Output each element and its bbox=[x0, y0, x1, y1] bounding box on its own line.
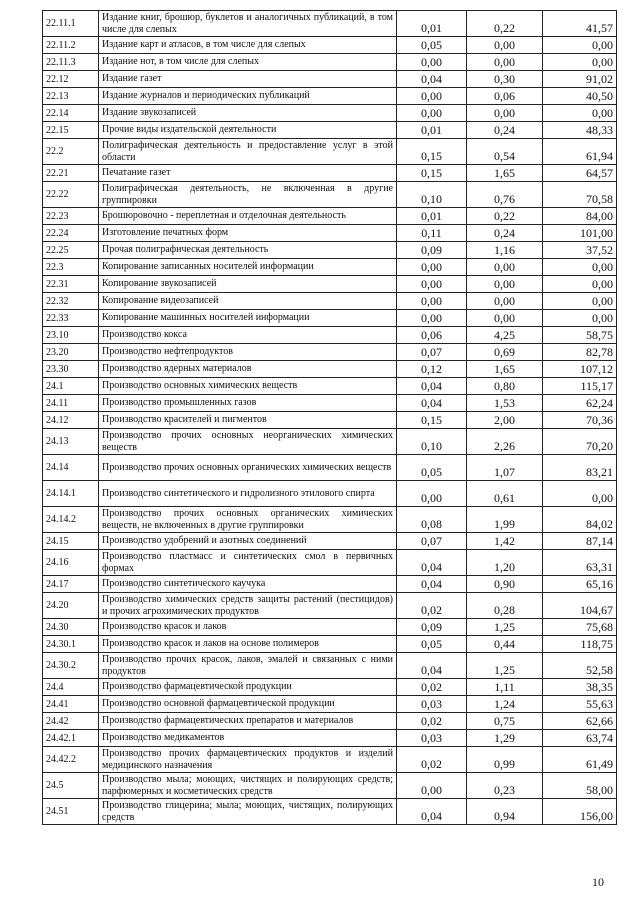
cell-code: 22.13 bbox=[43, 88, 99, 105]
cell-code: 22.25 bbox=[43, 242, 99, 259]
cell-code: 24.41 bbox=[43, 696, 99, 713]
cell-v3: 58,00 bbox=[543, 773, 617, 799]
table-row bbox=[43, 429, 617, 455]
table-row bbox=[43, 412, 617, 429]
cell-code: 22.2 bbox=[43, 139, 99, 165]
cell-code: 24.42.2 bbox=[43, 747, 99, 773]
cell-v2: 0,76 bbox=[467, 182, 543, 208]
cell-v3: 87,14 bbox=[543, 533, 617, 550]
cell-v1: 0,04 bbox=[397, 653, 467, 679]
cell-v1: 0,15 bbox=[397, 165, 467, 182]
table-row bbox=[43, 747, 617, 773]
cell-v3: 101,00 bbox=[543, 225, 617, 242]
cell-name: Производство медикаментов bbox=[99, 730, 397, 747]
cell-code: 23.20 bbox=[43, 344, 99, 361]
cell-v1: 0,04 bbox=[397, 576, 467, 593]
table-row bbox=[43, 165, 617, 182]
cell-name: Полиграфическая деятельность и предоставление услуг в этой области bbox=[99, 139, 397, 165]
cell-v1: 0,11 bbox=[397, 225, 467, 242]
table-row bbox=[43, 696, 617, 713]
cell-v1: 0,02 bbox=[397, 593, 467, 619]
cell-v3: 75,68 bbox=[543, 619, 617, 636]
cell-v3: 0,00 bbox=[543, 259, 617, 276]
cell-v1: 0,04 bbox=[397, 550, 467, 576]
cell-v2: 2,00 bbox=[467, 412, 543, 429]
cell-v2: 1,29 bbox=[467, 730, 543, 747]
cell-code: 24.11 bbox=[43, 395, 99, 412]
cell-v1: 0,06 bbox=[397, 327, 467, 344]
cell-v3: 0,00 bbox=[543, 54, 617, 71]
cell-v1: 0,00 bbox=[397, 293, 467, 310]
cell-v2: 1,11 bbox=[467, 679, 543, 696]
cell-v2: 0,00 bbox=[467, 259, 543, 276]
cell-v3: 62,24 bbox=[543, 395, 617, 412]
cell-v2: 0,00 bbox=[467, 37, 543, 54]
cell-v2: 1,53 bbox=[467, 395, 543, 412]
cell-name: Производство фармацевтической продукции bbox=[99, 679, 397, 696]
cell-v1: 0,00 bbox=[397, 481, 467, 507]
cell-name: Производство нефтепродуктов bbox=[99, 344, 397, 361]
cell-v3: 0,00 bbox=[543, 481, 617, 507]
cell-v2: 1,65 bbox=[467, 361, 543, 378]
cell-code: 24.20 bbox=[43, 593, 99, 619]
cell-v1: 0,05 bbox=[397, 636, 467, 653]
cell-name: Производство промышленных газов bbox=[99, 395, 397, 412]
cell-v2: 2,26 bbox=[467, 429, 543, 455]
cell-v2: 0,61 bbox=[467, 481, 543, 507]
table-row bbox=[43, 11, 617, 37]
cell-name: Производство красок и лаков bbox=[99, 619, 397, 636]
cell-code: 24.12 bbox=[43, 412, 99, 429]
table-row bbox=[43, 105, 617, 122]
cell-v3: 82,78 bbox=[543, 344, 617, 361]
cell-name: Прочие виды издательской деятельности bbox=[99, 122, 397, 139]
cell-v1: 0,09 bbox=[397, 242, 467, 259]
cell-code: 24.13 bbox=[43, 429, 99, 455]
cell-v3: 84,00 bbox=[543, 208, 617, 225]
activity-table bbox=[42, 10, 617, 825]
cell-v2: 0,94 bbox=[467, 799, 543, 825]
cell-v2: 1,99 bbox=[467, 507, 543, 533]
table-row bbox=[43, 37, 617, 54]
cell-v1: 0,08 bbox=[397, 507, 467, 533]
table-row bbox=[43, 533, 617, 550]
cell-name: Производство прочих фармацевтических продуктов и изделий медицинского назначения bbox=[99, 747, 397, 773]
table-row bbox=[43, 242, 617, 259]
cell-v3: 52,58 bbox=[543, 653, 617, 679]
table-row bbox=[43, 730, 617, 747]
cell-v1: 0,12 bbox=[397, 361, 467, 378]
cell-v3: 61,94 bbox=[543, 139, 617, 165]
cell-v2: 1,07 bbox=[467, 455, 543, 481]
cell-v1: 0,00 bbox=[397, 259, 467, 276]
cell-v2: 1,42 bbox=[467, 533, 543, 550]
cell-v1: 0,00 bbox=[397, 773, 467, 799]
cell-name: Копирование видеозаписей bbox=[99, 293, 397, 310]
cell-v2: 0,30 bbox=[467, 71, 543, 88]
cell-v1: 0,02 bbox=[397, 747, 467, 773]
table-row bbox=[43, 619, 617, 636]
cell-v2: 1,20 bbox=[467, 550, 543, 576]
cell-code: 22.15 bbox=[43, 122, 99, 139]
cell-v1: 0,07 bbox=[397, 533, 467, 550]
cell-code: 24.4 bbox=[43, 679, 99, 696]
cell-v1: 0,03 bbox=[397, 696, 467, 713]
table-row bbox=[43, 636, 617, 653]
cell-v2: 0,24 bbox=[467, 122, 543, 139]
cell-v2: 0,90 bbox=[467, 576, 543, 593]
cell-v3: 70,36 bbox=[543, 412, 617, 429]
cell-v2: 1,24 bbox=[467, 696, 543, 713]
cell-code: 24.15 bbox=[43, 533, 99, 550]
cell-name: Производство прочих основных органических химических веществ, не включенных в другие группировки bbox=[99, 507, 397, 533]
cell-name: Производство химических средств защиты растений (пестицидов) и прочих агрохимических продуктов bbox=[99, 593, 397, 619]
cell-v2: 0,69 bbox=[467, 344, 543, 361]
cell-v3: 0,00 bbox=[543, 37, 617, 54]
cell-v1: 0,00 bbox=[397, 310, 467, 327]
table-row bbox=[43, 182, 617, 208]
cell-code: 24.42 bbox=[43, 713, 99, 730]
cell-name: Производство прочих красок, лаков, эмалей и связанных с ними продуктов bbox=[99, 653, 397, 679]
cell-v1: 0,04 bbox=[397, 395, 467, 412]
cell-v1: 0,10 bbox=[397, 429, 467, 455]
cell-v1: 0,00 bbox=[397, 105, 467, 122]
table-row bbox=[43, 293, 617, 310]
cell-v3: 64,57 bbox=[543, 165, 617, 182]
table-row bbox=[43, 773, 617, 799]
cell-name: Копирование записанных носителей информации bbox=[99, 259, 397, 276]
cell-v1: 0,01 bbox=[397, 122, 467, 139]
cell-v2: 0,00 bbox=[467, 293, 543, 310]
table-row bbox=[43, 276, 617, 293]
cell-name: Изготовление печатных форм bbox=[99, 225, 397, 242]
table-row bbox=[43, 225, 617, 242]
cell-v3: 41,57 bbox=[543, 11, 617, 37]
cell-v2: 1,25 bbox=[467, 619, 543, 636]
table-row bbox=[43, 208, 617, 225]
cell-v2: 0,54 bbox=[467, 139, 543, 165]
cell-v3: 91,02 bbox=[543, 71, 617, 88]
cell-name: Издание звукозаписей bbox=[99, 105, 397, 122]
table-row bbox=[43, 327, 617, 344]
cell-v2: 0,00 bbox=[467, 54, 543, 71]
cell-code: 24.14 bbox=[43, 455, 99, 481]
cell-code: 24.30.1 bbox=[43, 636, 99, 653]
cell-v2: 0,00 bbox=[467, 310, 543, 327]
cell-v2: 0,22 bbox=[467, 208, 543, 225]
cell-v2: 0,44 bbox=[467, 636, 543, 653]
cell-code: 24.30 bbox=[43, 619, 99, 636]
cell-code: 22.11.3 bbox=[43, 54, 99, 71]
cell-v3: 65,16 bbox=[543, 576, 617, 593]
cell-v1: 0,07 bbox=[397, 344, 467, 361]
cell-v1: 0,01 bbox=[397, 11, 467, 37]
cell-code: 24.51 bbox=[43, 799, 99, 825]
cell-code: 22.24 bbox=[43, 225, 99, 242]
cell-code: 22.11.2 bbox=[43, 37, 99, 54]
cell-name: Производство прочих основных неорганических химических веществ bbox=[99, 429, 397, 455]
cell-code: 24.42.1 bbox=[43, 730, 99, 747]
cell-name: Издание книг, брошюр, буклетов и аналогичных публикаций, в том числе для слепых bbox=[99, 11, 397, 37]
cell-v1: 0,00 bbox=[397, 276, 467, 293]
table-row bbox=[43, 653, 617, 679]
table-row bbox=[43, 310, 617, 327]
cell-v2: 1,16 bbox=[467, 242, 543, 259]
cell-code: 22.14 bbox=[43, 105, 99, 122]
cell-v2: 0,22 bbox=[467, 11, 543, 37]
cell-name: Производство удобрений и азотных соединений bbox=[99, 533, 397, 550]
cell-v1: 0,05 bbox=[397, 455, 467, 481]
cell-name: Производство основной фармацевтической продукции bbox=[99, 696, 397, 713]
cell-code: 22.12 bbox=[43, 71, 99, 88]
cell-v3: 107,12 bbox=[543, 361, 617, 378]
cell-v3: 115,17 bbox=[543, 378, 617, 395]
table-row bbox=[43, 378, 617, 395]
cell-v1: 0,02 bbox=[397, 679, 467, 696]
cell-name: Производство фармацевтических препаратов и материалов bbox=[99, 713, 397, 730]
table-row bbox=[43, 88, 617, 105]
cell-v3: 48,33 bbox=[543, 122, 617, 139]
cell-code: 22.32 bbox=[43, 293, 99, 310]
cell-v3: 104,67 bbox=[543, 593, 617, 619]
cell-name: Производство красок и лаков на основе полимеров bbox=[99, 636, 397, 653]
cell-v2: 0,99 bbox=[467, 747, 543, 773]
cell-v2: 0,75 bbox=[467, 713, 543, 730]
cell-v2: 0,80 bbox=[467, 378, 543, 395]
cell-v3: 55,63 bbox=[543, 696, 617, 713]
cell-name: Производство кокса bbox=[99, 327, 397, 344]
table-row bbox=[43, 576, 617, 593]
table-row bbox=[43, 713, 617, 730]
cell-v3: 156,00 bbox=[543, 799, 617, 825]
cell-name: Производство синтетического и гидролизного этилового спирта bbox=[99, 481, 397, 507]
cell-v2: 0,00 bbox=[467, 276, 543, 293]
cell-v3: 40,50 bbox=[543, 88, 617, 105]
cell-name: Издание карт и атласов, в том числе для слепых bbox=[99, 37, 397, 54]
cell-name: Производство глицерина; мыла; моющих, чистящих, полирующих средств bbox=[99, 799, 397, 825]
cell-v3: 58,75 bbox=[543, 327, 617, 344]
cell-code: 24.30.2 bbox=[43, 653, 99, 679]
table-row bbox=[43, 507, 617, 533]
cell-code: 24.14.2 bbox=[43, 507, 99, 533]
cell-v2: 4,25 bbox=[467, 327, 543, 344]
cell-v1: 0,04 bbox=[397, 71, 467, 88]
cell-v2: 1,65 bbox=[467, 165, 543, 182]
cell-name: Производство основных химических веществ bbox=[99, 378, 397, 395]
cell-v2: 0,28 bbox=[467, 593, 543, 619]
table-row bbox=[43, 122, 617, 139]
cell-v3: 70,58 bbox=[543, 182, 617, 208]
table-body bbox=[43, 11, 617, 825]
cell-name: Полиграфическая деятельность, не включенная в другие группировки bbox=[99, 182, 397, 208]
table-row bbox=[43, 361, 617, 378]
cell-name: Печатание газет bbox=[99, 165, 397, 182]
cell-code: 23.10 bbox=[43, 327, 99, 344]
cell-code: 24.17 bbox=[43, 576, 99, 593]
cell-name: Издание газет bbox=[99, 71, 397, 88]
cell-name: Производство прочих основных органических химических веществ bbox=[99, 455, 397, 481]
cell-code: 22.3 bbox=[43, 259, 99, 276]
cell-name: Брошюровочно - переплетная и отделочная деятельность bbox=[99, 208, 397, 225]
table-row bbox=[43, 593, 617, 619]
cell-v1: 0,05 bbox=[397, 37, 467, 54]
cell-name: Копирование машинных носителей информации bbox=[99, 310, 397, 327]
table-row bbox=[43, 139, 617, 165]
cell-v1: 0,00 bbox=[397, 54, 467, 71]
table-row bbox=[43, 71, 617, 88]
cell-v3: 37,52 bbox=[543, 242, 617, 259]
cell-v1: 0,15 bbox=[397, 412, 467, 429]
cell-name: Производство мыла; моющих, чистящих и полирующих средств; парфюмерных и косметических средств bbox=[99, 773, 397, 799]
cell-v1: 0,02 bbox=[397, 713, 467, 730]
cell-v2: 0,06 bbox=[467, 88, 543, 105]
cell-v3: 63,31 bbox=[543, 550, 617, 576]
cell-v2: 0,24 bbox=[467, 225, 543, 242]
cell-v3: 0,00 bbox=[543, 105, 617, 122]
cell-v3: 38,35 bbox=[543, 679, 617, 696]
cell-v2: 0,00 bbox=[467, 105, 543, 122]
cell-v1: 0,01 bbox=[397, 208, 467, 225]
cell-v3: 70,20 bbox=[543, 429, 617, 455]
cell-v3: 61,49 bbox=[543, 747, 617, 773]
cell-code: 22.23 bbox=[43, 208, 99, 225]
cell-name: Копирование звукозаписей bbox=[99, 276, 397, 293]
cell-v1: 0,03 bbox=[397, 730, 467, 747]
cell-code: 24.1 bbox=[43, 378, 99, 395]
cell-v3: 62,66 bbox=[543, 713, 617, 730]
cell-code: 22.33 bbox=[43, 310, 99, 327]
cell-name: Издание журналов и периодических публикаций bbox=[99, 88, 397, 105]
cell-v1: 0,00 bbox=[397, 88, 467, 105]
cell-v3: 0,00 bbox=[543, 310, 617, 327]
table-row bbox=[43, 395, 617, 412]
cell-code: 24.5 bbox=[43, 773, 99, 799]
cell-v2: 1,25 bbox=[467, 653, 543, 679]
table-row bbox=[43, 344, 617, 361]
cell-code: 24.16 bbox=[43, 550, 99, 576]
cell-code: 22.11.1 bbox=[43, 11, 99, 37]
table-row bbox=[43, 259, 617, 276]
cell-name: Производство красителей и пигментов bbox=[99, 412, 397, 429]
cell-v3: 0,00 bbox=[543, 276, 617, 293]
cell-v3: 63,74 bbox=[543, 730, 617, 747]
cell-code: 22.31 bbox=[43, 276, 99, 293]
cell-v3: 84,02 bbox=[543, 507, 617, 533]
cell-name: Производство синтетического каучука bbox=[99, 576, 397, 593]
cell-v1: 0,09 bbox=[397, 619, 467, 636]
table-row bbox=[43, 679, 617, 696]
table-row bbox=[43, 799, 617, 825]
cell-v2: 0,23 bbox=[467, 773, 543, 799]
cell-v1: 0,10 bbox=[397, 182, 467, 208]
cell-v3: 83,21 bbox=[543, 455, 617, 481]
cell-code: 24.14.1 bbox=[43, 481, 99, 507]
table-row bbox=[43, 550, 617, 576]
cell-v1: 0,04 bbox=[397, 799, 467, 825]
cell-code: 22.21 bbox=[43, 165, 99, 182]
cell-v3: 118,75 bbox=[543, 636, 617, 653]
table-row bbox=[43, 481, 617, 507]
page-number: 10 bbox=[592, 875, 604, 889]
table-row bbox=[43, 54, 617, 71]
cell-code: 22.22 bbox=[43, 182, 99, 208]
cell-v3: 0,00 bbox=[543, 293, 617, 310]
cell-code: 23.30 bbox=[43, 361, 99, 378]
cell-v1: 0,04 bbox=[397, 378, 467, 395]
cell-name: Издание нот, в том числе для слепых bbox=[99, 54, 397, 71]
cell-v1: 0,15 bbox=[397, 139, 467, 165]
cell-name: Производство ядерных материалов bbox=[99, 361, 397, 378]
table-row bbox=[43, 455, 617, 481]
cell-name: Производство пластмасс и синтетических смол в первичных формах bbox=[99, 550, 397, 576]
cell-name: Прочая полиграфическая деятельность bbox=[99, 242, 397, 259]
